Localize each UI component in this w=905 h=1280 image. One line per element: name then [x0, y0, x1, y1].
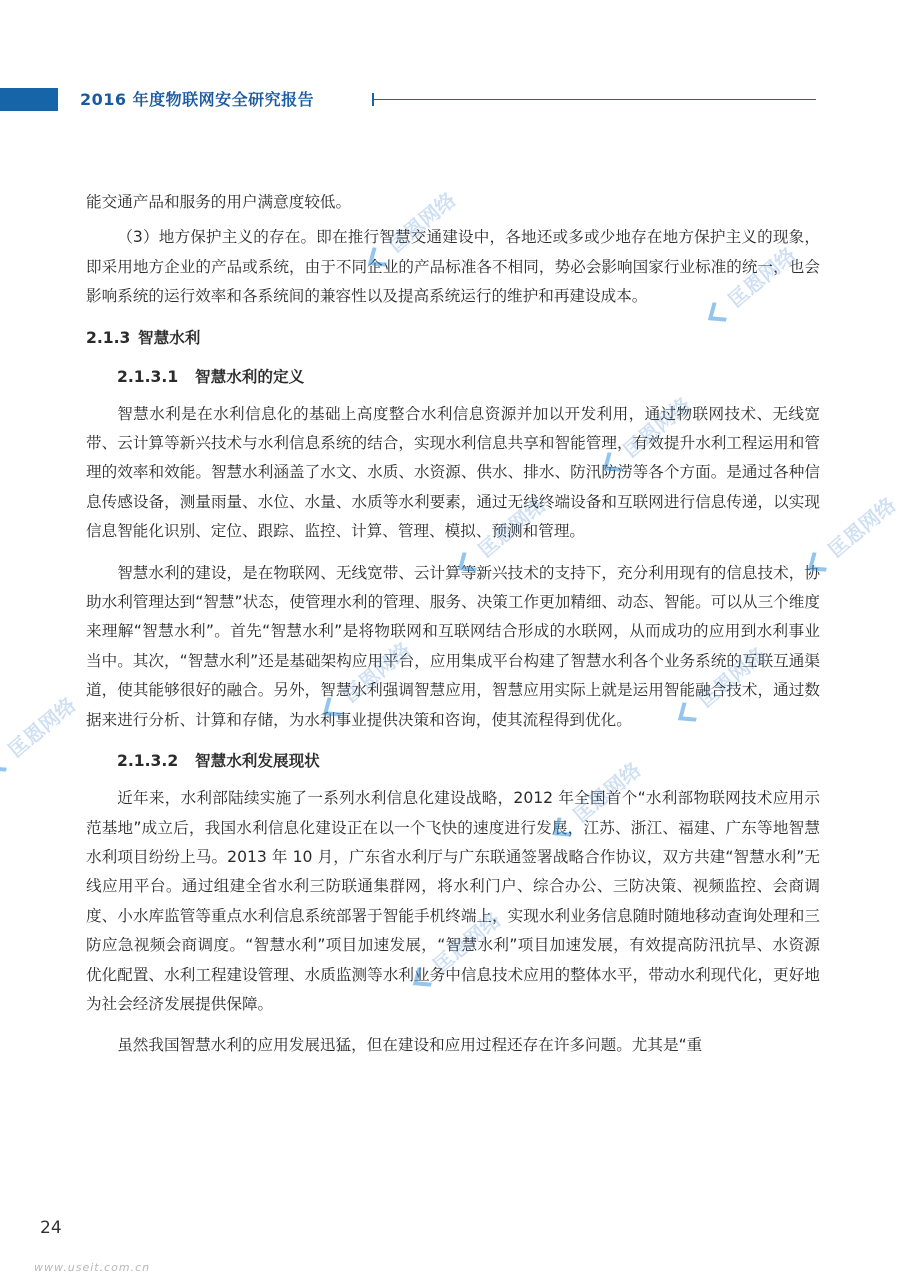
section-heading-2-1-3 [86, 324, 820, 353]
subsection-title: 智慧水利的定义 [195, 367, 305, 386]
watermark-logo: 匡恩网络 [0, 693, 80, 777]
subsection-heading-2-1-3-2 [86, 747, 820, 776]
subsection-title: 智慧水利发展现状 [195, 752, 320, 771]
watermark-logo: 匡恩网络 [366, 188, 460, 272]
paragraph-current-status: 近年来，水利部陆续实施了一系列水利信息化建设战略，2012 年全国首个“水利部物联网技术应用示范基地”成立后，我国水利信息化建设正在以一个飞快的速度进行发展，江苏、浙江、福建、广东等地智慧水利项目纷纷上马。2013 年 10 月，广东省水利厅与广东联通签署战略合作协议，双方共建“智慧水利”无线应用平台。通过组建全省水利三防联通集群网，将水利门户、综合办公、三防决策、视频监控、会商调度、小水库监管等重点水利信息系统部署于智能手机终端上，实现水利业务信息随时随地移动查询处理和三防应急视频会商调度。“智慧水利”项目加速发展，“智慧水利”项目加速发展，有效提高防汛抗旱、水资源优化配置、水利工程建设管理、水质监测等水利业务中信息技术应用的整体水平，带动水利现代化，更好地为社会经济发展提供保障。 [86, 789, 820, 1013]
page-number: 24 [40, 1218, 62, 1238]
watermark-logo: 匡恩网络 [601, 393, 695, 477]
watermark-logo: 匡恩网络 [411, 908, 505, 992]
header-accent-bar [0, 88, 58, 111]
watermark-logo: 匡恩网络 [806, 493, 900, 577]
watermark-k-icon [0, 752, 11, 771]
paragraph-problems: 虽然我国智慧水利的应用发展迅猛，但在建设和应用过程还存在许多问题。尤其是“重 [117, 1036, 703, 1055]
paragraph-construction: 智慧水利的建设，是在物联网、无线宽带、云计算等新兴技术的支持下，充分利用现有的信息技术，协助水利管理达到“智慧”状态，使管理水利的管理、服务、决策工作更加精细、动态、智能。可以从三个维度来理解“智慧水利”。首先“智慧水利”是将物联网和互联网结合形成的水联网，从而成功的应用到水利事业当中。其次，“智慧水利”还是基础架构应用平台，应用集成平台构建了智慧水利各个业务系统的互联互通渠道，使其能够很好的融合。另外，智慧水利强调智慧应用，智慧应用实际上就是运用智能融合技术，通过数据来进行分析、计算和存储，为水利事业提供决策和咨询，使其流程得到优化。 [86, 563, 820, 729]
watermark-logo: 匡恩网络 [551, 758, 645, 842]
subsection-number: 2.1.3.1 [117, 367, 179, 386]
page-content [86, 188, 820, 1067]
watermark-logo: 匡恩网络 [706, 243, 800, 327]
watermark-logo: 匡恩网络 [676, 643, 770, 727]
subsection-number: 2.1.3.2 [117, 752, 179, 771]
watermark-logo: 匡恩网络 [321, 638, 415, 722]
header-divider-line [374, 99, 816, 100]
footer-url: www.useit.com.cn [34, 1261, 151, 1274]
paragraph-definition: 智慧水利是在水利信息化的基础上高度整合水利信息资源并加以开发利用，通过物联网技术、无线宽带、云计算等新兴技术与水利信息系统的结合，实现水利信息共享和智能管理，有效提升水利工程运用和管理的效率和效能。智慧水利涵盖了水文、水质、水资源、供水、排水、防汛防涝等各个方面。是通过各种信息传感设备，测量雨量、水位、水量、水质等水利要素，通过无线终端设备和互联网进行信息传递，以实现信息智能化识别、定位、跟踪、监控、计算、管理、模拟、预测和管理。 [86, 404, 820, 541]
section-number: 2.1.3 [86, 328, 131, 347]
subsection-heading-2-1-3-1 [86, 363, 820, 392]
section-title: 智慧水利 [138, 328, 201, 347]
paragraph-continued: 能交通产品和服务的用户满意度较低。 [86, 193, 352, 211]
watermark-logo: 匡恩网络 [456, 493, 550, 577]
report-title: 2016 年度物联网安全研究报告 [80, 90, 315, 109]
paragraph-local-protectionism: （3）地方保护主义的存在。即在推行智慧交通建设中，各地还或多或少地存在地方保护主义的现象，即采用地方企业的产品或系统，由于不同企业的产品标准各不相同，势必会影响国家行业标准的统一，也会影响系统的运行效率和各系统间的兼容性以及提高系统运行的维护和再建设成本。 [86, 228, 821, 306]
